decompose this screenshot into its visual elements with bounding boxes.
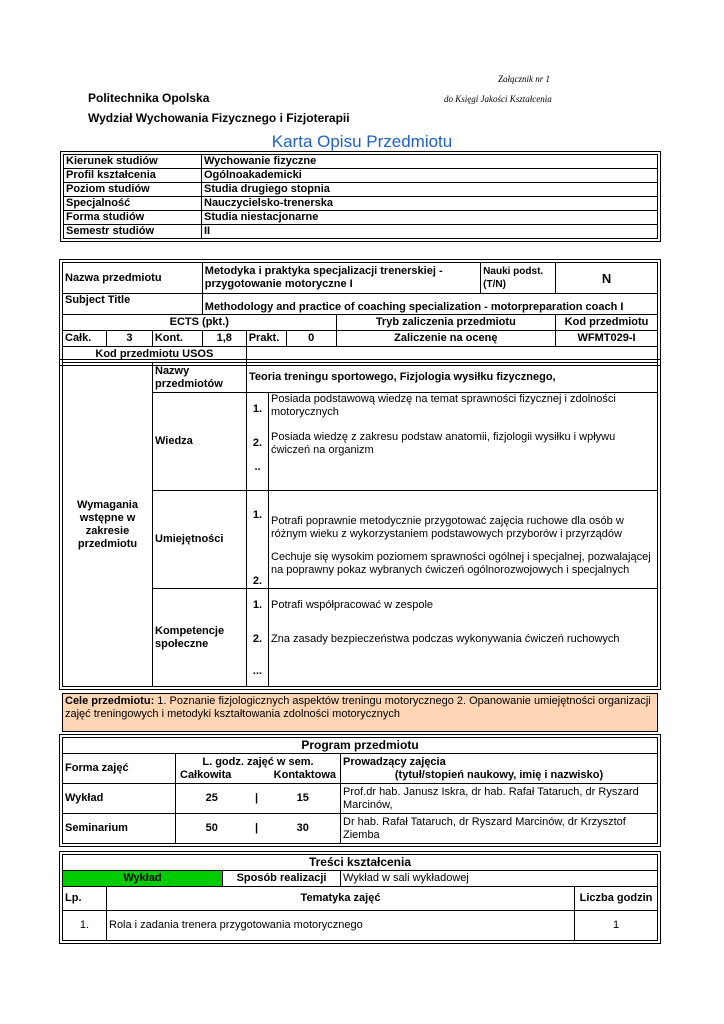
komp-text: Zna zasady bezpieczeństwa podczas wykonywania ćwiczeń ruchowych — [269, 623, 658, 657]
study-value: II — [202, 225, 658, 239]
calk-value: 25 — [176, 784, 248, 814]
temat-value: Rola i zadania trenera przygotowania motorycznego — [107, 911, 575, 941]
calk-value: 50 — [176, 814, 248, 844]
study-row — [64, 197, 658, 211]
cele-text: 1. Poznanie fizjologicznych aspektów treningu motorycznego 2. Opanowanie umiejętności organizacji zajęć treningowych i metodyki kształtowania zdolności motorycznych — [65, 695, 651, 720]
kont-col-label: Kontaktowa — [273, 768, 336, 781]
umiej-label: Umiejętności — [153, 491, 247, 589]
umiej-num: 1. — [247, 491, 269, 541]
sposob-label: Sposób realizacji — [223, 871, 341, 887]
tematyka-label: Tematyka zajęć — [107, 887, 575, 911]
study-value: Wychowanie fizyczne — [202, 155, 658, 169]
study-value: Studia drugiego stopnia — [202, 183, 658, 197]
subject-table — [62, 262, 658, 363]
tresci-table — [62, 854, 658, 941]
study-value: Ogólnoakademicki — [202, 169, 658, 183]
tryb-label: Tryb zaliczenia przedmiotu — [336, 315, 556, 331]
wiedza-num: .. — [247, 461, 269, 491]
subject-title-label: Subject Title — [63, 294, 203, 315]
komp-row — [63, 589, 658, 623]
study-label: Forma studiów — [64, 211, 202, 225]
subject-name-value: Metodyka i praktyka specjalizacji trenerskiej - przygotowanie motoryczne I — [202, 263, 480, 294]
cele-table — [62, 693, 658, 732]
cele-label: Cele przedmiotu: — [65, 695, 155, 707]
komp-num: ... — [247, 657, 269, 687]
program-row — [63, 814, 658, 844]
nazwy-value: Teoria treningu sportowego, Fizjologia wysiłku fizycznego, — [247, 363, 658, 393]
lp-label: Lp. — [63, 887, 107, 911]
wyklad-tab: Wykład — [63, 871, 223, 887]
wiedza-text: Posiada wiedzę z zakresu podstaw anatomii, fizjologii wysiłku i wpływu ćwiczeń na organizm — [269, 427, 658, 461]
prow-value: Prof.dr hab. Janusz Iskra, dr hab. Rafał Tataruch, dr Ryszard Marcinów, — [341, 784, 658, 814]
komp-num: 1. — [247, 589, 269, 623]
umiej-text: Cechuje się wysokim poziomem sprawności ogólnej i specjalnej, pozwalającej na poprawny pokaz wybranych ćwiczeń ogólnorozwojowych i specjalnych — [269, 541, 658, 589]
prakt-label: Prakt. — [246, 331, 286, 347]
nazwy-label: Nazwy przedmiotów — [153, 363, 247, 393]
forma-value: Seminarium — [63, 814, 176, 844]
study-label: Profil kształcenia — [64, 169, 202, 183]
ects-label: ECTS (pkt.) — [63, 315, 337, 331]
study-label: Kierunek studiów — [64, 155, 202, 169]
kont-value: 1,8 — [202, 331, 246, 347]
usos-row — [63, 347, 658, 363]
tresci-title: Treści kształcenia — [63, 855, 658, 871]
tresci-header-row — [63, 887, 658, 911]
komp-num: 2. — [247, 623, 269, 657]
wiedza-text: Posiada podstawową wiedzę na temat sprawności fizycznej i zdolności motorycznych — [269, 393, 658, 427]
subject-name-row — [63, 263, 658, 294]
subject-title-value: Methodology and practice of coaching specialization - motorpreparation coach I — [202, 294, 657, 315]
study-value: Nauczycielsko-trenerska — [202, 197, 658, 211]
study-label: Specjalność — [64, 197, 202, 211]
nazwy-row — [63, 363, 658, 393]
calk-value: 3 — [106, 331, 152, 347]
komp-text: Potrafi współpracować w zespole — [269, 589, 658, 623]
nauki-label: Nauki podst. (T/N) — [481, 263, 556, 294]
godz-value: 1 — [575, 911, 658, 941]
program-header-row — [63, 754, 658, 784]
kont-value: 30 — [266, 814, 341, 844]
program-title: Program przedmiotu — [63, 738, 658, 754]
tryb-value: Zaliczenie na ocenę — [336, 331, 556, 347]
godz-header — [176, 754, 341, 784]
komp-label: Kompetencje społeczne — [153, 589, 247, 687]
requirements-table — [62, 362, 658, 687]
umiej-num: 2. — [247, 541, 269, 589]
university-name: Politechnika Opolska — [88, 91, 210, 105]
wiedza-row — [63, 393, 658, 427]
lp-value: 1. — [63, 911, 107, 941]
attachment-to-note: do Księgi Jakości Kształcenia — [444, 94, 552, 104]
study-row — [64, 183, 658, 197]
prow-sub: (tytuł/stopień naukowy, imię i nazwisko) — [394, 768, 604, 781]
study-label: Poziom studiów — [64, 183, 202, 197]
calk-label: Całk. — [63, 331, 107, 347]
study-row — [64, 211, 658, 225]
study-row — [64, 225, 658, 239]
komp-text — [269, 657, 658, 687]
cele-cell — [63, 694, 658, 732]
kod-value: WFMT029-I — [556, 331, 658, 347]
wiedza-num: 1. — [247, 393, 269, 427]
prow-label: Prowadzący zajęcia — [343, 755, 446, 768]
wiedza-text — [269, 461, 658, 491]
study-value: Studia niestacjonarne — [202, 211, 658, 225]
wiedza-num: 2. — [247, 427, 269, 461]
calk-col-label: Całkowita — [180, 768, 232, 781]
nauki-value: N — [556, 263, 658, 294]
study-row — [64, 155, 658, 169]
attachment-note: Załącznik nr 1 — [498, 74, 551, 84]
tresci-row — [63, 911, 658, 941]
prow-value: Dr hab. Rafał Tataruch, dr Ryszard Marcinów, dr Krzysztof Ziemba — [341, 814, 658, 844]
prakt-value: 0 — [286, 331, 336, 347]
umiej-row — [63, 491, 658, 541]
kont-value: 15 — [266, 784, 341, 814]
page-title: Karta Opisu Przedmiotu — [271, 132, 453, 151]
study-label: Semestr studiów — [64, 225, 202, 239]
program-table — [62, 737, 658, 844]
sposob-value: Wykład w sali wykładowej — [341, 871, 658, 887]
usos-label: Kod przedmiotu USOS — [63, 347, 247, 363]
kod-label: Kod przedmiotu — [556, 315, 658, 331]
subject-title-row — [63, 294, 658, 315]
separator: | — [248, 784, 266, 814]
faculty-name: Wydział Wychowania Fizycznego i Fizjoterapii — [88, 111, 350, 125]
kont-label: Kont. — [152, 331, 202, 347]
separator: | — [248, 814, 266, 844]
ects-values-row — [63, 331, 658, 347]
forma-label: Forma zajęć — [63, 754, 176, 784]
study-info-table — [63, 154, 658, 239]
requirements-label: Wymagania wstępne w zakresie przedmiotu — [63, 363, 153, 687]
prow-header — [341, 754, 658, 784]
forma-value: Wykład — [63, 784, 176, 814]
study-row — [64, 169, 658, 183]
umiej-text: Potrafi poprawnie metodycznie przygotować zajęcia ruchowe dla osób w różnym wieku z wykorzystaniem podstawowych przyborów i przyrządów — [269, 491, 658, 541]
usos-value — [246, 347, 657, 363]
ects-header-row — [63, 315, 658, 331]
tresci-wyklad-row — [63, 871, 658, 887]
wiedza-label: Wiedza — [153, 393, 247, 491]
liczba-label: Liczba godzin — [575, 887, 658, 911]
godz-label: L. godz. zajęć w sem. — [202, 755, 314, 768]
program-row — [63, 784, 658, 814]
subject-name-label: Nazwa przedmiotu — [63, 263, 203, 294]
